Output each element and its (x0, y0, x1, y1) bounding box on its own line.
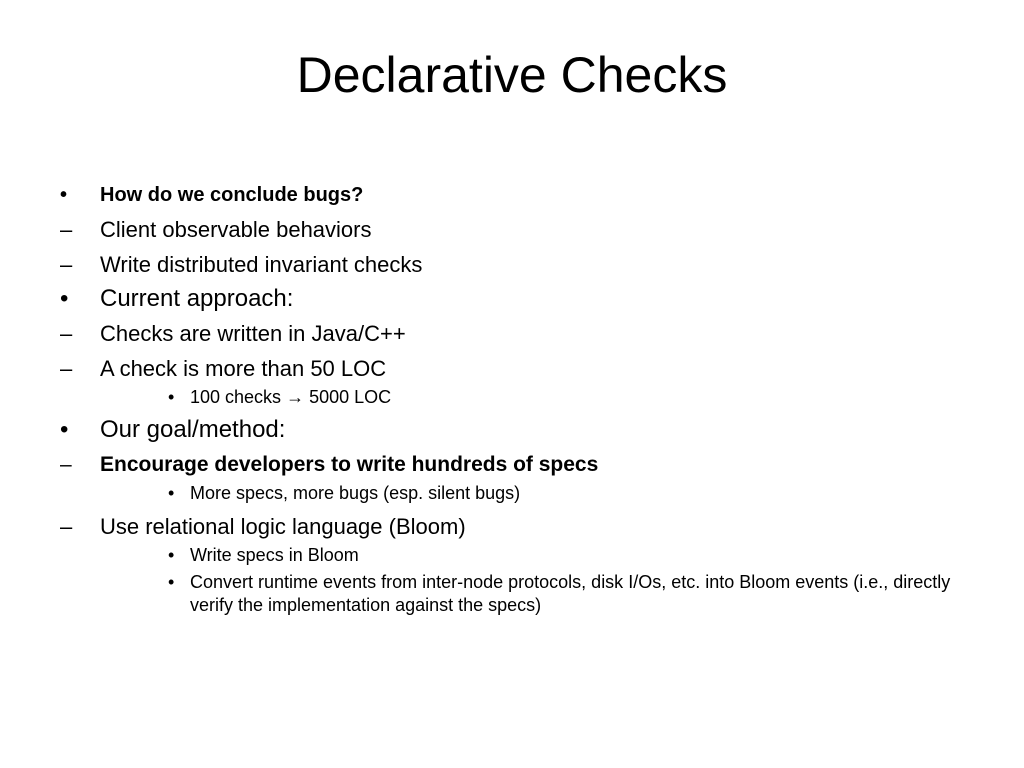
bullet-text: Client observable behaviors (100, 217, 372, 242)
bullet-text: Convert runtime events from inter-node protocols, disk I/Os, etc. into Bloom events (i.e., directly verify the implementation against the specs) (190, 572, 951, 615)
bullet-text: A check is more than 50 LOC (100, 356, 387, 381)
bullet-text-before: 100 checks (190, 387, 282, 407)
dash-marker: – (60, 514, 73, 539)
slide-content (60, 178, 980, 617)
bullet-text-after: 5000 LOC (309, 387, 392, 407)
bullet-marker: • (60, 285, 69, 312)
bullet-marker: • (168, 572, 175, 592)
dash-marker: – (60, 453, 72, 476)
right-arrow-icon: → (286, 387, 305, 407)
dash-marker: – (60, 217, 73, 242)
sub-sub-bullet-convert-events (60, 571, 980, 617)
bullet-text: Write distributed invariant checks (100, 252, 423, 277)
bullet-marker: • (168, 483, 175, 503)
bullet-text: Current approach: (100, 285, 294, 312)
dash-marker: – (60, 321, 73, 346)
sub-bullet-relational-logic (60, 509, 980, 544)
bullet-text: Write specs in Bloom (190, 545, 359, 565)
sub-bullet-java-cpp (60, 316, 980, 351)
bullet-text: Use relational logic language (Bloom) (100, 514, 466, 539)
bullet-text: How do we conclude bugs? (100, 184, 364, 206)
dash-marker: – (60, 252, 73, 277)
sub-bullet-encourage-developers (60, 447, 980, 482)
sub-bullet-invariant-checks (60, 247, 980, 282)
bullet-how-conclude-bugs (60, 178, 980, 212)
bullet-marker: • (168, 387, 175, 407)
sub-sub-bullet-100-checks (60, 386, 980, 409)
sub-bullet-50-loc (60, 351, 980, 386)
bullet-text: Checks are written in Java/C++ (100, 321, 406, 346)
sub-sub-bullet-specs-in-bloom (60, 544, 980, 567)
sub-sub-bullet-more-specs (60, 482, 980, 505)
slide-title: Declarative Checks (296, 47, 728, 103)
bullet-current-approach (60, 282, 980, 316)
bullet-text: Our goal/method: (100, 416, 286, 443)
dash-marker: – (60, 356, 73, 381)
bullet-marker: • (168, 545, 175, 565)
bullet-text: Encourage developers to write hundreds of specs (100, 453, 599, 476)
sub-bullet-client-observable (60, 212, 980, 247)
bullet-text: More specs, more bugs (esp. silent bugs) (190, 483, 521, 503)
bullet-marker: • (60, 184, 68, 206)
bullet-goal-method (60, 413, 980, 447)
bullet-marker: • (60, 416, 69, 443)
